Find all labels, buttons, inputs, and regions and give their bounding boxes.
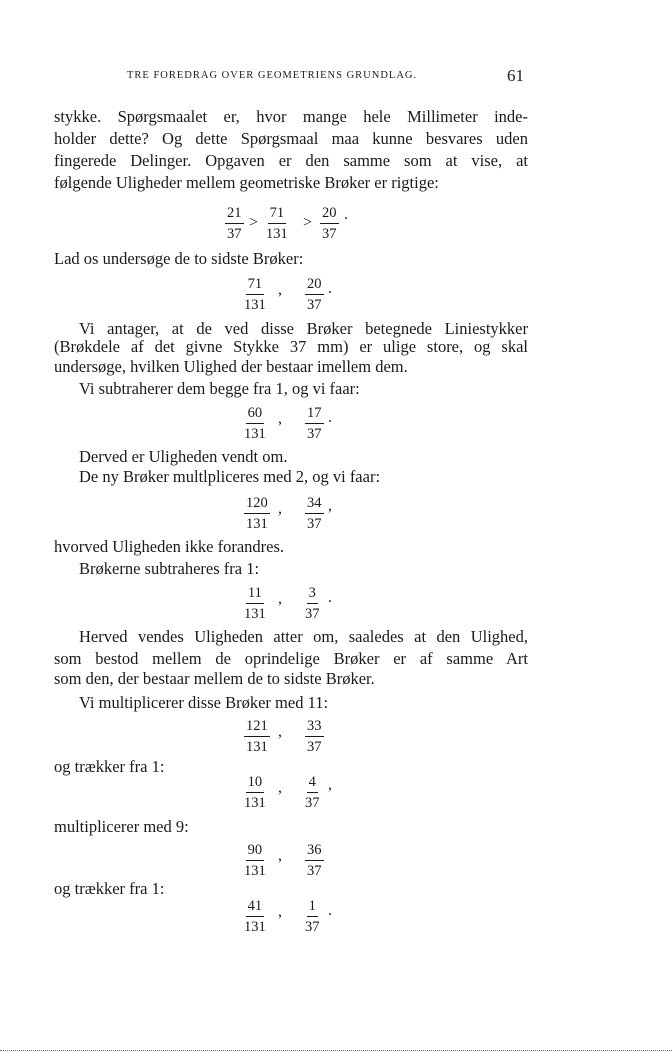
denominator: 37 (307, 297, 322, 313)
numerator: 120 (244, 495, 270, 514)
denominator: 37 (307, 739, 322, 755)
period: . (328, 409, 332, 426)
denominator: 131 (246, 739, 268, 755)
numerator: 21 (225, 205, 244, 224)
numerator: 71 (268, 205, 287, 224)
paragraph-line: undersøge, hvilken Ulighed der bestaar imellem dem. (54, 357, 408, 376)
comma: , (278, 410, 282, 427)
paragraph-line: som bestod mellem de oprindelige Brøker er af samme Art (54, 649, 528, 668)
denominator: 37 (227, 226, 242, 242)
fraction (244, 585, 266, 622)
page-number: 61 (507, 66, 524, 85)
denominator: 131 (244, 426, 266, 442)
page-bottom-edge (0, 1050, 672, 1051)
denominator: 131 (244, 863, 266, 879)
paragraph-line: fingerede Delinger. Opgaven er den samme som at vise, at (54, 151, 528, 170)
comma: , (328, 776, 332, 793)
fraction (305, 774, 320, 811)
paragraph-line: og trækker fra 1: (54, 879, 165, 898)
numerator: 3 (307, 585, 318, 604)
fraction (320, 205, 339, 242)
period: . (328, 902, 332, 919)
numerator: 121 (244, 718, 270, 737)
comma: , (278, 847, 282, 864)
denominator: 131 (244, 795, 266, 811)
paragraph-line: hvorved Uligheden ikke forandres. (54, 537, 285, 556)
numerator: 34 (305, 495, 324, 514)
period: . (328, 280, 332, 297)
numerator: 41 (246, 898, 265, 917)
comma: , (278, 903, 282, 920)
denominator: 37 (305, 795, 320, 811)
numerator: 1 (307, 898, 318, 917)
paragraph-line: som den, der bestaar mellem de to sidste Brøker. (54, 669, 375, 688)
comma: , (328, 497, 332, 514)
fraction (305, 718, 324, 755)
comma: , (278, 281, 282, 298)
fraction (244, 718, 270, 755)
fraction (305, 585, 320, 622)
paragraph-line: Vi antager, at de ved disse Brøker betegnede Liniestykker (79, 319, 528, 338)
paragraph-line: følgende Uligheder mellem geometriske Brøker er rigtige: (54, 173, 439, 192)
fraction (244, 898, 266, 935)
fraction (244, 495, 270, 532)
paragraph-line: stykke. Spørgsmaalet er, hvor mange hele Millimeter inde- (54, 107, 528, 126)
comma: , (278, 500, 282, 517)
paragraph-line: og trækker fra 1: (54, 757, 165, 776)
comma: , (278, 723, 282, 740)
paragraph-line: (Brøkdele af det givne Stykke 37 mm) er ulige store, og skal (54, 337, 528, 356)
period: . (328, 589, 332, 606)
fraction (305, 405, 324, 442)
denominator: 131 (246, 516, 268, 532)
numerator: 71 (246, 276, 265, 295)
greater-than-sign: > (303, 214, 313, 231)
running-title: TRE FOREDRAG OVER GEOMETRIENS GRUNDLAG. (127, 70, 418, 81)
numerator: 17 (305, 405, 324, 424)
numerator: 20 (320, 205, 339, 224)
denominator: 131 (244, 297, 266, 313)
paragraph-line: Vi subtraherer dem begge fra 1, og vi faar: (79, 379, 360, 398)
denominator: 37 (305, 919, 320, 935)
paragraph-line: Derved er Uligheden vendt om. (79, 447, 288, 466)
denominator: 37 (307, 426, 322, 442)
paragraph-line: holder dette? Og dette Spørgsmaal maa kunne besvares uden (54, 129, 528, 148)
denominator: 37 (307, 863, 322, 879)
fraction (305, 842, 324, 879)
numerator: 4 (307, 774, 318, 793)
denominator: 131 (266, 226, 288, 242)
paragraph-line: Lad os undersøge de to sidste Brøker: (54, 249, 304, 268)
numerator: 33 (305, 718, 324, 737)
denominator: 131 (244, 606, 266, 622)
comma: , (278, 590, 282, 607)
fraction (225, 205, 244, 242)
paragraph-line: Brøkerne subtraheres fra 1: (79, 559, 260, 578)
denominator: 37 (307, 516, 322, 532)
numerator: 36 (305, 842, 324, 861)
paragraph-line: multiplicerer med 9: (54, 817, 189, 836)
fraction (244, 774, 266, 811)
fraction (305, 495, 324, 532)
numerator: 20 (305, 276, 324, 295)
numerator: 11 (246, 585, 264, 604)
paragraph-line: De ny Brøker multlpliceres med 2, og vi faar: (79, 467, 381, 486)
numerator: 60 (246, 405, 265, 424)
greater-than-sign: > (249, 214, 259, 231)
paragraph-line: Vi multiplicerer disse Brøker med 11: (79, 693, 329, 712)
fraction (266, 205, 288, 242)
comma: , (278, 779, 282, 796)
fraction (305, 898, 320, 935)
paragraph-line: Herved vendes Uligheden atter om, saaledes at den Ulighed, (79, 627, 528, 646)
numerator: 10 (246, 774, 265, 793)
fraction (244, 276, 266, 313)
numerator: 90 (246, 842, 265, 861)
fraction (244, 405, 266, 442)
fraction (244, 842, 266, 879)
denominator: 37 (305, 606, 320, 622)
period: . (344, 206, 348, 223)
fraction (305, 276, 324, 313)
denominator: 131 (244, 919, 266, 935)
denominator: 37 (322, 226, 337, 242)
